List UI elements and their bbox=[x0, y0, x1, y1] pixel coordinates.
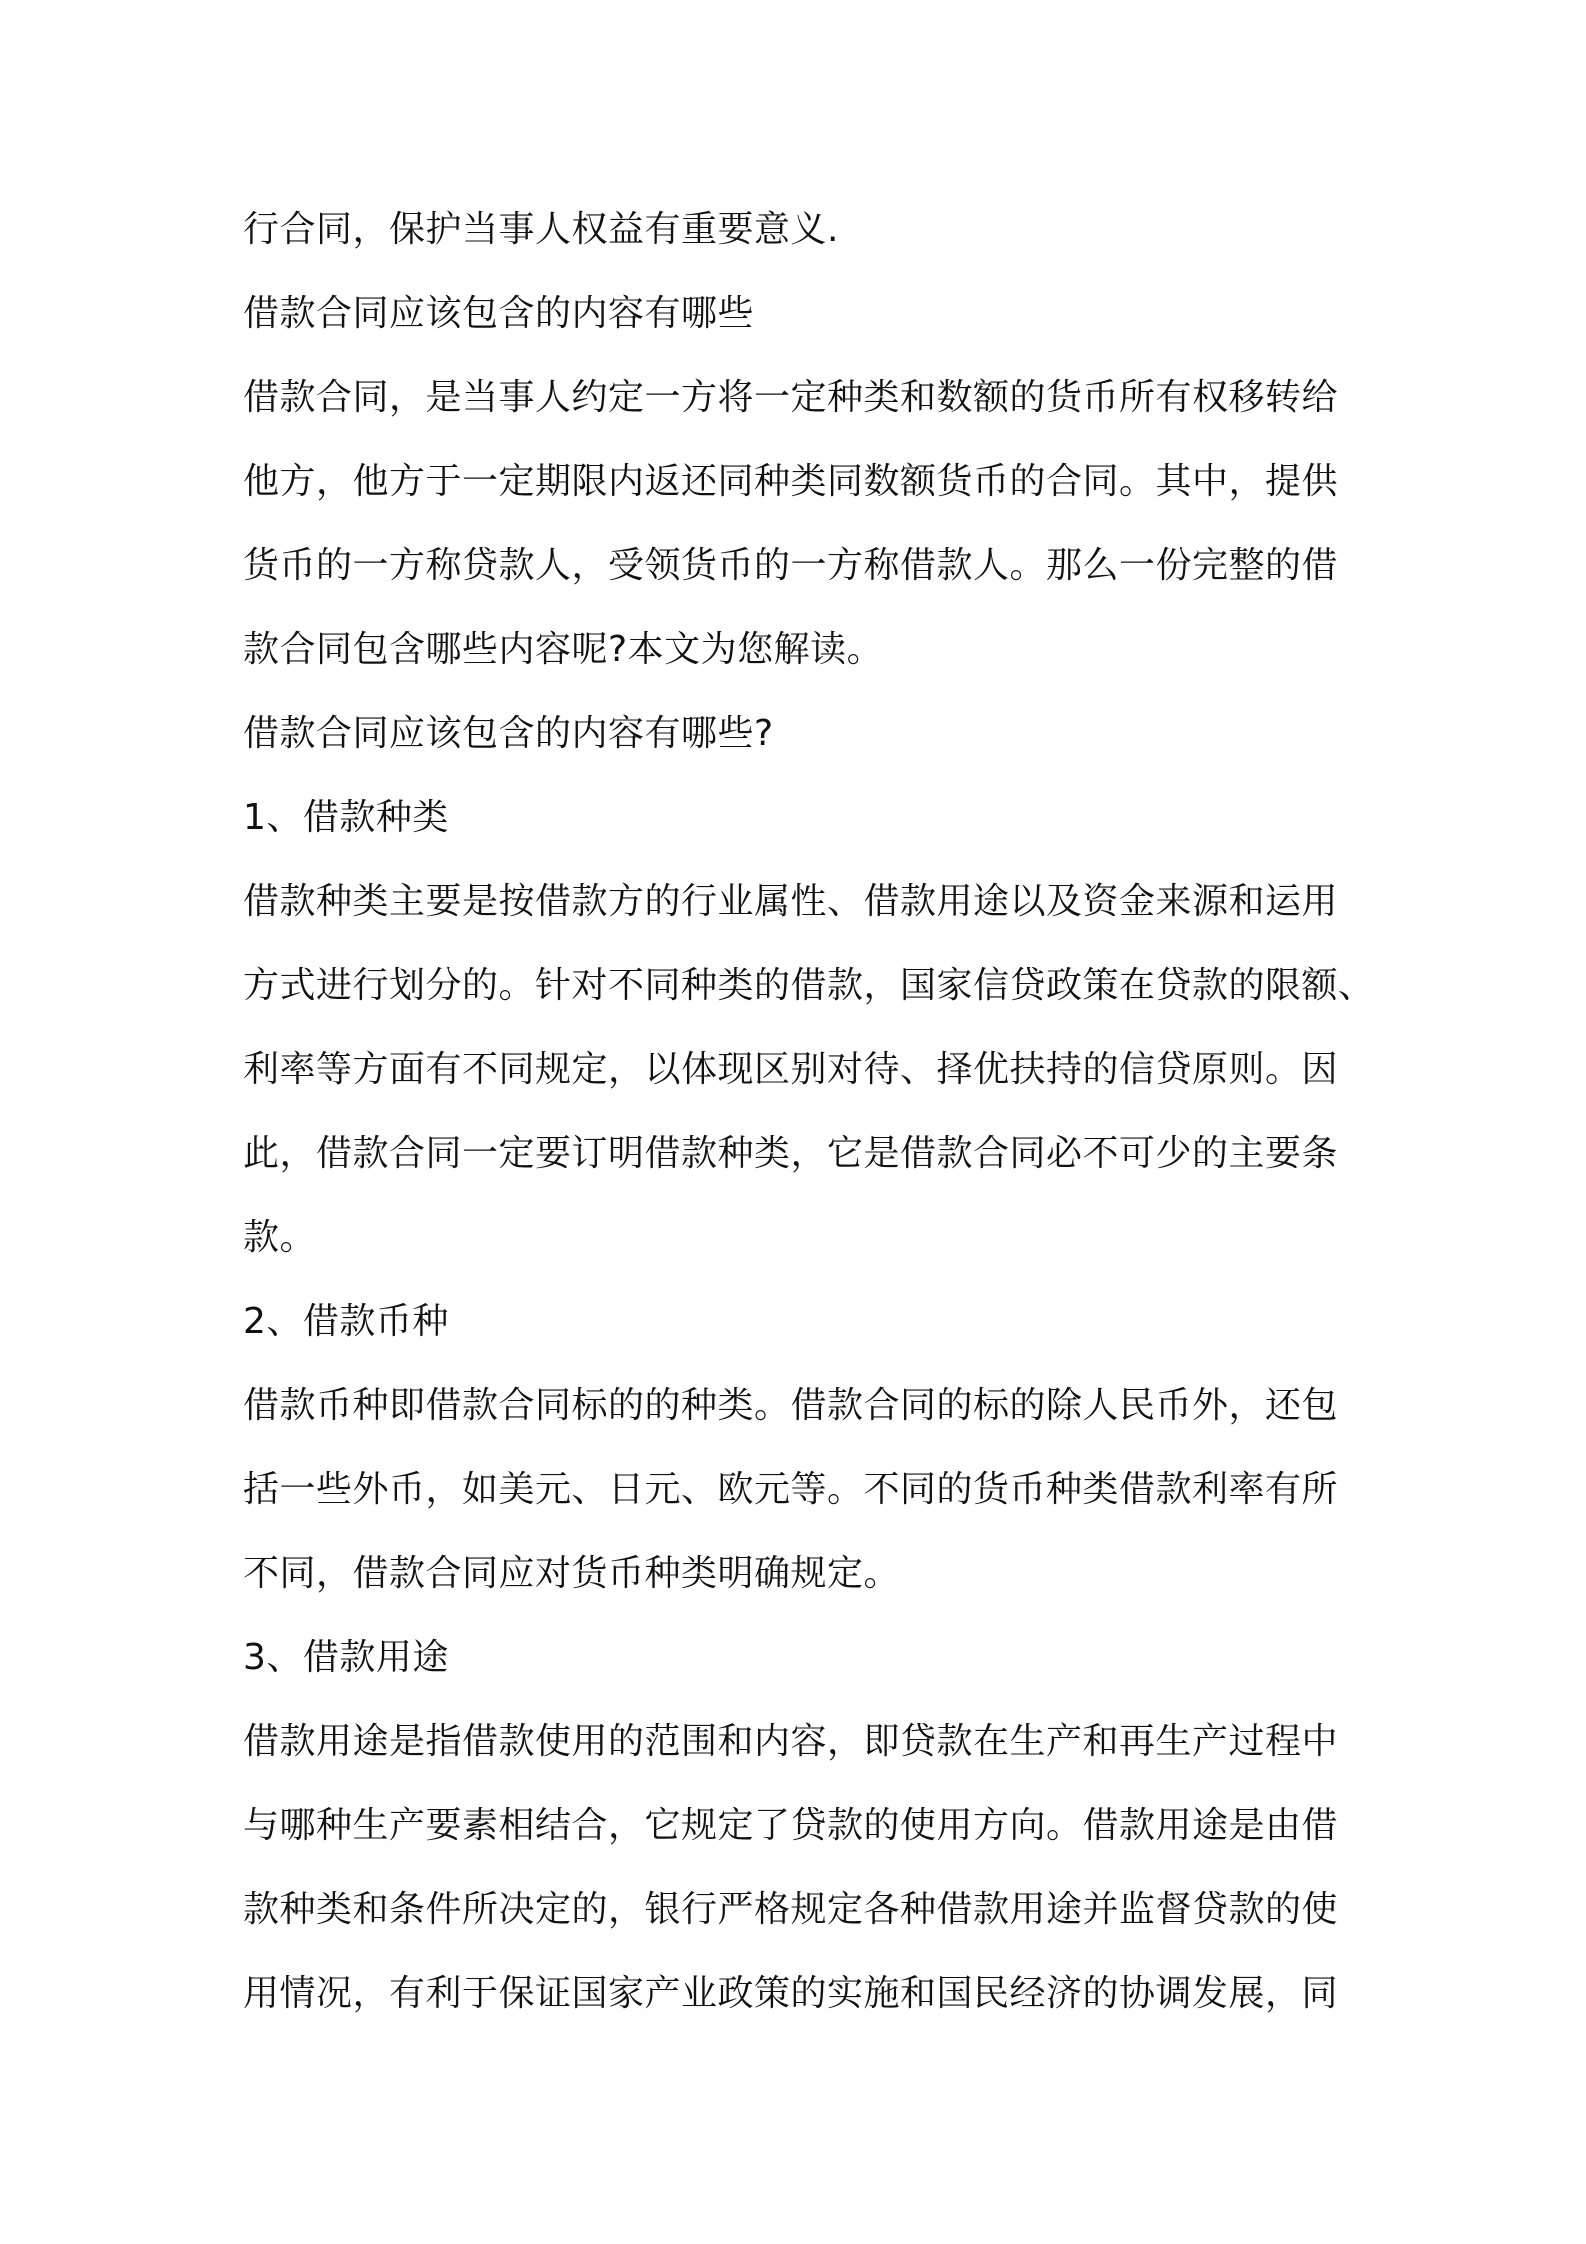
section-heading: 2、借款币种 bbox=[243, 1301, 449, 1342]
text-line: 款。 bbox=[243, 1217, 317, 1258]
text-line: 用情况，有利于保证国家产业政策的实施和国民经济的协调发展，同 bbox=[243, 1973, 1339, 2014]
text-line: 利率等方面有不同规定，以体现区别对待、择优扶持的信贷原则。因 bbox=[243, 1049, 1339, 1090]
text-line: 方式进行划分的。针对不同种类的借款，国家信贷政策在贷款的限额、 bbox=[243, 965, 1375, 1006]
section-heading: 3、借款用途 bbox=[243, 1637, 449, 1678]
section-heading: 1、借款种类 bbox=[243, 797, 449, 838]
text-line: 借款用途是指借款使用的范围和内容，即贷款在生产和再生产过程中 bbox=[243, 1721, 1339, 1762]
text-line: 他方，他方于一定期限内返还同种类同数额货币的合同。其中，提供 bbox=[243, 461, 1339, 502]
text-line: 借款种类主要是按借款方的行业属性、借款用途以及资金来源和运用 bbox=[243, 881, 1339, 922]
document-page bbox=[243, 188, 1375, 2036]
text-line: 括一些外币，如美元、日元、欧元等。不同的货币种类借款利率有所 bbox=[243, 1469, 1339, 1510]
text-line: 与哪种生产要素相结合，它规定了贷款的使用方向。借款用途是由借 bbox=[243, 1805, 1339, 1846]
section-heading: 借款合同应该包含的内容有哪些 bbox=[243, 293, 755, 334]
text-line: 此，借款合同一定要订明借款种类，它是借款合同必不可少的主要条 bbox=[243, 1133, 1339, 1174]
text-line: 不同，借款合同应对货币种类明确规定。 bbox=[243, 1553, 901, 1594]
text-line: 借款币种即借款合同标的的种类。借款合同的标的除人民币外，还包 bbox=[243, 1385, 1339, 1426]
text-line: 款种类和条件所决定的，银行严格规定各种借款用途并监督贷款的使 bbox=[243, 1889, 1339, 1930]
text-line: 款合同包含哪些内容呢?本文为您解读。 bbox=[243, 629, 884, 670]
text-line: 借款合同，是当事人约定一方将一定种类和数额的货币所有权移转给 bbox=[243, 377, 1339, 418]
text-line: 行合同，保护当事人权益有重要意义. bbox=[243, 209, 839, 250]
text-line: 货币的一方称贷款人，受领货币的一方称借款人。那么一份完整的借 bbox=[243, 545, 1339, 586]
section-heading: 借款合同应该包含的内容有哪些? bbox=[243, 713, 774, 754]
